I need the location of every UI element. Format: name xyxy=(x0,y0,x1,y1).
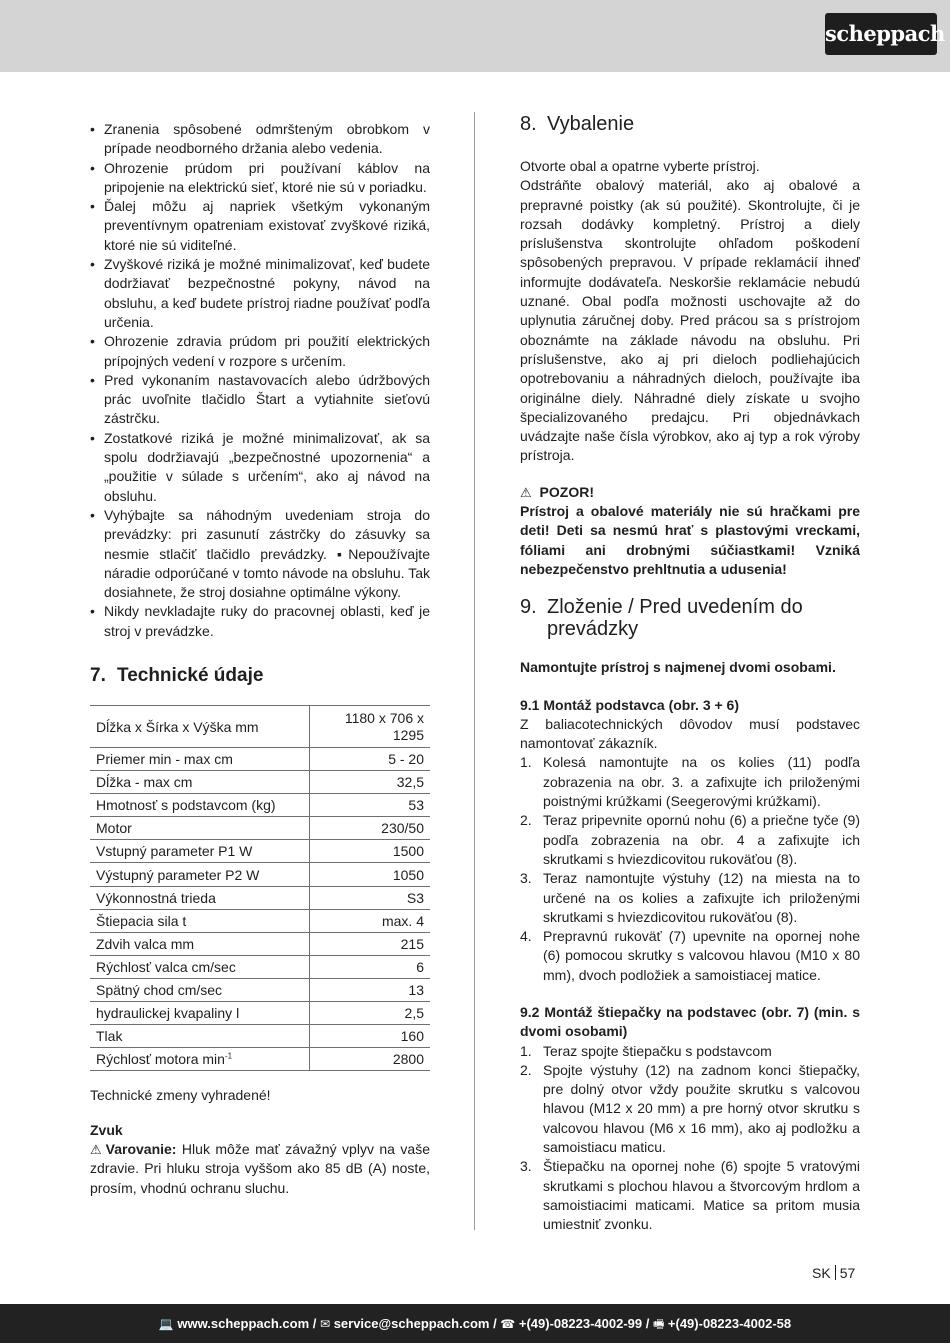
table-row xyxy=(90,932,430,955)
sound-heading: Zvuk xyxy=(90,1121,123,1138)
step-number: 1. xyxy=(520,1042,532,1059)
warning-label: Varovanie: xyxy=(105,1140,177,1157)
section-title: Zloženie / Pred uvedením do prevádzky xyxy=(547,596,803,641)
caution-title: POZOR! xyxy=(539,483,594,500)
subsection-9-1-text: Z baliacotechnických dôvodov musí podstavec namontovať zákazník. xyxy=(520,715,860,752)
list-item: • Nikdy nevkladajte ruky do pracovnej oblasti, keď je stroj v prevádzke. xyxy=(90,602,430,641)
phone-icon: ☎ xyxy=(500,1317,516,1331)
assembly-intro: Namontujte prístroj s najmenej dvomi osobami. xyxy=(520,659,836,676)
step-text: Prepravnú rukoväť (7) upevnite na opornej nohe (6) pomocou skrutky s valcovou hlavou (M10 x 80 mm), dvoch podložiek a samoistiacej matice. xyxy=(543,928,860,983)
spec-label: Hmotnosť s podstavcom (kg) xyxy=(90,794,310,817)
left-column xyxy=(90,120,430,1198)
computer-icon: 💻 xyxy=(158,1317,174,1331)
table-row xyxy=(90,1002,430,1025)
step-text: Štiepačku na opornej nohe (6) spojte 5 vratovými skrutkami s plochou hlavou a štvorcovým hrdlom a samoistiacimi maticami. Matice sa pritom musia umiestniť zvonku. xyxy=(543,1158,860,1233)
spec-label: Vstupný parameter P1 W xyxy=(90,840,310,863)
list-item: • Ohrozenie zdravia prúdom pri použití elektrických prípojných vedení v rozpore s určením. xyxy=(90,332,430,371)
spec-label: Rýchlosť motora min xyxy=(96,1051,225,1068)
footer-website[interactable]: www.scheppach.com xyxy=(177,1316,310,1331)
table-row xyxy=(90,706,430,748)
section-number: 7. xyxy=(90,665,106,687)
spec-label: Dĺžka x Šírka x Výška mm xyxy=(90,706,310,748)
list-item: • Zranenia spôsobené odmršteným obrobkom v prípade neodborného držania alebo vedenia. xyxy=(90,120,430,159)
spec-label: Výstupný parameter P2 W xyxy=(90,863,310,886)
step-text: Teraz namontujte výstuhy (12) na miesta na to určené na os kolies a zafixujte ich priloženými skrutkami s hviezdicovitou rukoväťou (8). xyxy=(543,870,860,925)
table-row xyxy=(90,978,430,1001)
table-row xyxy=(90,840,430,863)
footer-separator: / xyxy=(489,1316,501,1331)
spec-label: Motor xyxy=(90,817,310,840)
section-7-heading xyxy=(90,665,430,687)
list-item xyxy=(520,811,860,869)
list-item xyxy=(520,927,860,985)
step-number: 4. xyxy=(520,928,532,945)
footer-separator: / xyxy=(309,1316,320,1331)
warning-triangle-icon: ⚠ xyxy=(90,1141,102,1157)
header-bar xyxy=(0,0,950,72)
list-item xyxy=(520,1061,860,1157)
caution-text: Prístroj a obalové materiály nie sú hračkami pre deti! Deti sa nesmú hrať s plastovými vreckami, fóliami ani drobnými súčiastkami! Vzniká nebezpečenstvo prehltnutia a udusenia! xyxy=(520,503,860,577)
column-divider xyxy=(474,112,475,1230)
step-number: 2. xyxy=(520,812,532,829)
page-number-separator xyxy=(835,1265,836,1280)
spec-label: Tlak xyxy=(90,1025,310,1048)
spec-value: 160 xyxy=(310,1025,431,1048)
list-item: • Zostatkové riziká je možné minimalizovať, ak sa spolu dodržiavajú „bezpečnostné upozornenia“ a „použitie v súlade s určením“, ako aj návod na obsluhu. xyxy=(90,429,430,506)
table-row xyxy=(90,955,430,978)
spec-value: 6 xyxy=(310,955,431,978)
list-item: • Ohrozenie prúdom pri používaní káblov na pripojenie na elektrickú sieť, ktoré nie sú v poriadku. xyxy=(90,159,430,198)
footer-separator: / xyxy=(642,1316,653,1331)
section-8-heading xyxy=(520,113,860,135)
page-language: SK xyxy=(812,1265,831,1281)
spec-label: Zdvih valca mm xyxy=(90,932,310,955)
step-number: 3. xyxy=(520,1158,532,1175)
technical-data-table xyxy=(90,705,430,1071)
step-text: Kolesá namontujte na os kolies (11) podľa zobrazenia na obr. 3. a zafixujte ich priloženými poistnými krúžkami (Seegerovými krúžkami). xyxy=(543,754,860,810)
table-row xyxy=(90,771,430,794)
spec-label: Priemer min - max cm xyxy=(90,748,310,771)
spec-label: Výkonnostná trieda xyxy=(90,886,310,909)
spec-value: 32,5 xyxy=(310,771,431,794)
list-item: • Vyhýbajte sa náhodným uvedeniam stroja do prevádzky: pri zasunutí zástrčky do zásuvky sa nesmie stlačiť tlačidlo prevádzky. ▪Nepoužívajte náradie odporúčané v tomto návode na obsluhu. Tak dosiahnete, že stroj dosiahne optimálne výkony. xyxy=(90,506,430,602)
spec-value: 13 xyxy=(310,978,431,1001)
step-number: 2. xyxy=(520,1061,532,1078)
logo-text: scheppach xyxy=(825,21,945,46)
spec-value: 1500 xyxy=(310,840,431,863)
table-row xyxy=(90,863,430,886)
spec-value: 2,5 xyxy=(310,1002,431,1025)
fax-icon: 🖷 xyxy=(652,1317,665,1331)
spec-value: 2800 xyxy=(310,1048,431,1071)
scheppach-logo xyxy=(825,13,945,55)
technical-changes-note: Technické zmeny vyhradené! xyxy=(90,1087,271,1104)
spec-value: 53 xyxy=(310,794,431,817)
list-item xyxy=(520,869,860,927)
envelope-icon: ✉ xyxy=(320,1317,331,1331)
list-item xyxy=(520,1042,860,1061)
footer-email[interactable]: service@scheppach.com xyxy=(333,1316,490,1331)
spec-label: Štiepacia sila t xyxy=(90,909,310,932)
step-text: Teraz pripevnite opornú nohu (6) a priečne tyče (9) podľa zobrazenia na obr. 4 a zafixujte ich skrutkami s hviezdicovitou rukoväťou (8). xyxy=(543,812,860,867)
section-title: Vybalenie xyxy=(547,113,635,135)
footer-fax: +(49)-08223-4002-58 xyxy=(667,1316,792,1331)
section-number: 8. xyxy=(520,113,537,135)
list-item: • Pred vykonaním nastavovacích alebo údržbových prác uvoľnite tlačidlo Štart a vytiahnite sieťovú zástrčku. xyxy=(90,371,430,429)
spec-value: 5 - 20 xyxy=(310,748,431,771)
spec-value: max. 4 xyxy=(310,909,431,932)
unpacking-text: Otvorte obal a opatrne vyberte prístroj. Odstráňte obalový materiál, ako aj obalové a prepravné poistky (ak sú použité). Skontrolujte, či je rozsah dodávky kompletný. Prístroj a diely príslušenstva skontrolujte ohľadom poškodení spôsobených prepravou. V prípade reklamácií ihneď informujte dodávateľa. Neskoršie reklamácie nebudú uznané. Obal podľa možnosti uschovajte až do uplynutia záručnej doby. Pred prácou sa s prístrojom oboznámte na základe návodu na obsluhu. Pri príslušenstve, ako aj pri dieloch podliehajúcich opotrebovaniu a náhradných dieloch, používajte iba originálne diely. Náhradné diely získate u svojho špecializovaného predajcu. Pri objednávkach uvádzajte naše čísla výrobkov, ako aj typ a rok výroby prístroja. xyxy=(520,158,860,464)
step-number: 3. xyxy=(520,870,532,887)
step-text: Spojte výstuhy (12) na zadnom konci štiepačky, pre dolný otvor vždy použite skrutku s valcovou hlavou (M12 x 20 mm) a pre horný otvor skrutku s valcovou hlavou (M6 x 16 mm), ako aj podložku a samoistiacu maticu. xyxy=(543,1061,860,1156)
spec-label: Dĺžka - max cm xyxy=(90,771,310,794)
table-row xyxy=(90,886,430,909)
spec-value: S3 xyxy=(310,886,431,909)
spec-label-cell xyxy=(90,1048,310,1071)
splitter-mounting-steps xyxy=(520,1042,860,1235)
section-title: Technické údaje xyxy=(117,665,264,687)
warning-text: Hluk môže mať závažný vplyv na vaše zdravie. Pri hluku stroja vyššom ako 85 dB (A) noste, prosím, vhodnú ochranu sluchu. xyxy=(90,1140,430,1196)
sound-warning xyxy=(90,1140,430,1198)
list-item xyxy=(520,1157,860,1234)
footer-bar xyxy=(0,1304,950,1343)
spec-value: 1180 x 706 x 1295 xyxy=(310,706,431,748)
step-number: 1. xyxy=(520,754,532,771)
subsection-9-1-title: 9.1 Montáž podstavca (obr. 3 + 6) xyxy=(520,696,740,713)
list-item: • Ďalej môžu aj napriek všetkým vykonaným preventívnym opatreniam existovať zvyškové riziká, ktoré nie sú viditeľné. xyxy=(90,197,430,255)
residual-risk-list xyxy=(90,120,430,641)
stand-assembly-steps xyxy=(520,753,860,985)
caution-heading xyxy=(520,483,860,502)
table-row xyxy=(90,1048,430,1071)
section-number: 9. xyxy=(520,596,537,619)
table-row xyxy=(90,748,430,771)
spec-label: Spätný chod cm/sec xyxy=(90,978,310,1001)
spec-label: hydraulickej kvapaliny l xyxy=(90,1002,310,1025)
table-row xyxy=(90,1025,430,1048)
page-number-value: 57 xyxy=(839,1265,856,1281)
spec-value: 215 xyxy=(310,932,431,955)
table-row xyxy=(90,909,430,932)
page-number xyxy=(812,1265,855,1281)
footer-phone: +(49)-08223-4002-99 xyxy=(518,1316,643,1331)
right-column xyxy=(520,113,860,1235)
spec-label-superscript: -1 xyxy=(224,1051,233,1061)
table-row xyxy=(90,794,430,817)
spec-value: 1050 xyxy=(310,863,431,886)
subsection-9-2-title: 9.2 Montáž štiepačky na podstavec (obr. 7) (min. s dvomi osobami) xyxy=(520,1003,860,1040)
list-item: • Zvyškové riziká je možné minimalizovať, keď budete dodržiavať bezpečnostné pokyny, návod na obsluhu, a keď budete prístroj riadne používať podľa určenia. xyxy=(90,255,430,332)
spec-label: Rýchlosť valca cm/sec xyxy=(90,955,310,978)
warning-triangle-icon: ⚠ xyxy=(520,484,532,500)
list-item xyxy=(520,753,860,811)
table-row xyxy=(90,817,430,840)
step-text: Teraz spojte štiepačku s podstavcom xyxy=(543,1042,772,1059)
spec-value: 230/50 xyxy=(310,817,431,840)
section-9-heading xyxy=(520,596,860,640)
